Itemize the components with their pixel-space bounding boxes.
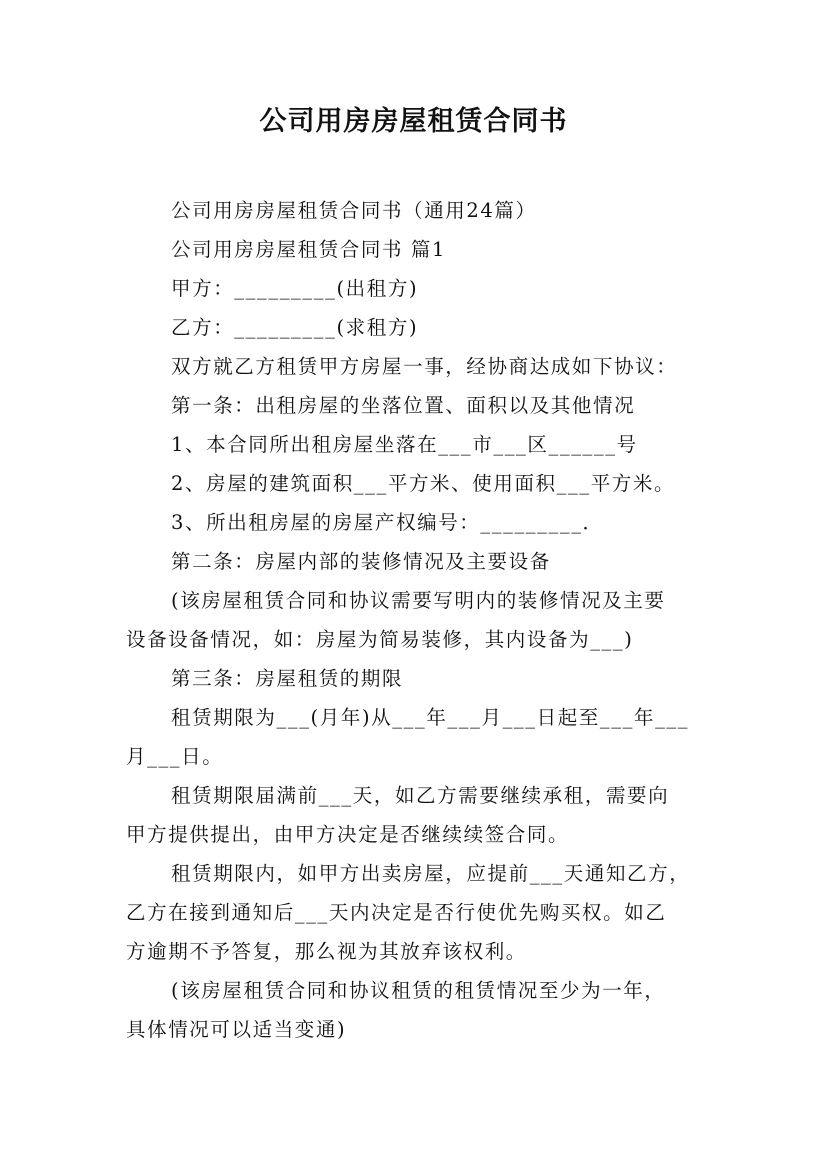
sale-paragraph-line-1: 租赁期限内，如甲方出卖房屋，应提前___天通知乙方， [171,862,691,885]
agreement-intro: 双方就乙方租赁甲方房屋一事，经协商达成如下协议： [171,355,678,378]
sale-paragraph-line-2: 乙方在接到通知后___天内决定是否行使优先购买权。如乙 [126,901,667,924]
article-3-heading: 第三条：房屋租赁的期限 [171,667,404,690]
sale-paragraph-line-3: 方逾期不予答复，那么视为其放弃该权利。 [126,940,527,963]
article-1-item-3: 3、所出租房屋的房屋产权编号：_________． [171,511,604,534]
term-paragraph-line-2: 月___日。 [126,745,224,768]
article-2-heading: 第二条：房屋内部的装修情况及主要设备 [171,550,551,573]
term-note-line-2: 具体情况可以适当变通) [126,1018,347,1041]
term-note-line-1: (该房屋租赁合同和协议租赁的租赁情况至少为一年， [171,979,666,1002]
party-b-line: 乙方：_________(求租方) [171,316,419,339]
renewal-paragraph-line-1: 租赁期限届满前___天，如乙方需要继续承租，需要向 [171,784,670,807]
term-paragraph-line-1: 租赁期限为___(月年)从___年___月___日起至___年___ [171,706,690,729]
article-2-note-line-1: (该房屋租赁合同和协议需要写明内的装修情况及主要 [171,589,666,612]
document-title: 公司用房房屋租赁合同书 [259,106,568,137]
article-1-heading: 第一条：出租房屋的坐落位置、面积以及其他情况 [171,394,636,417]
party-a-line: 甲方：_________(出租方) [171,277,419,300]
renewal-paragraph-line-2: 甲方提供提出，由甲方决定是否继续续签合同。 [126,823,570,846]
article-1-item-2: 2、房屋的建筑面积___平方米、使用面积___平方米。 [171,472,676,495]
chapter-heading: 公司用房房屋租赁合同书 篇1 [171,238,447,261]
doc-subtitle: 公司用房房屋租赁合同书（通用24篇） [171,199,537,222]
article-1-item-1: 1、本合同所出租房屋坐落在___市___区______号 [171,433,638,456]
article-2-note-line-2: 设备设备情况，如：房屋为简易装修，其内设备为___) [126,628,634,651]
